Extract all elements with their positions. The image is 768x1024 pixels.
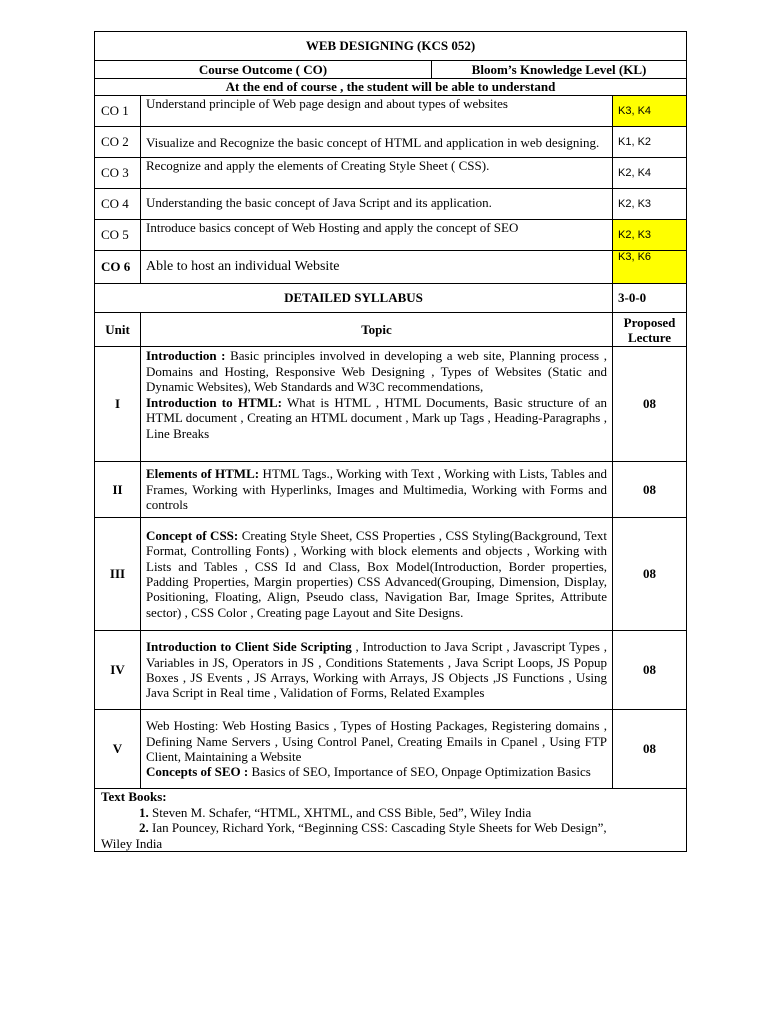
- unit-number: IV: [95, 631, 141, 710]
- outcome-code: CO 4: [95, 189, 141, 220]
- outcome-row: [95, 158, 687, 189]
- textbook-item-continuation: Wiley India: [101, 835, 163, 851]
- outcome-description: Recognize and apply the elements of Creating Style Sheet ( CSS).: [141, 158, 613, 189]
- kl-column-header: Bloom’s Knowledge Level (KL): [432, 61, 687, 79]
- topic-text: Web Hosting: Web Hosting Basics , Types of Hosting Packages, Registering domains , Defining Name Servers , Using Control Panel, Creating Emails in Cpanel , Using FTP Client, Maintaining a Website: [146, 718, 607, 764]
- outcome-kl: K2, K4: [613, 158, 687, 189]
- topic-text: , Introduction to Java Script , Javascript Types , Variables in JS, Operators in JS , Conditions Statements , Java Script Loops, JS Popup Boxes , JS Events , JS Arrays, Working with Arrays, JS Objects ,JS Functions , Using Java Script in Real time , Validation of Forms, Related Examples: [146, 639, 607, 701]
- unit-number: III: [95, 518, 141, 631]
- unit-row: [95, 710, 687, 789]
- syllabus-heading: DETAILED SYLLABUS: [95, 284, 613, 313]
- outcome-row: [95, 220, 687, 251]
- outcome-row: [95, 251, 687, 284]
- syllabus-table: [94, 31, 687, 852]
- topic-label: Concepts of SEO :: [146, 764, 249, 780]
- outcome-code: CO 6: [95, 251, 141, 284]
- outcome-kl: K3, K6: [613, 251, 687, 284]
- textbooks-row: [95, 789, 687, 852]
- outcome-row: [95, 189, 687, 220]
- unit-number: I: [95, 347, 141, 462]
- topic-label: Introduction to HTML:: [146, 394, 282, 410]
- topic-text: HTML Tags., Working with Text , Working with Lists, Tables and Frames, Working with Hyperlinks, Images and Multimedia, Working with Forms and controls: [146, 466, 608, 513]
- outcome-code: CO 1: [95, 96, 141, 127]
- outcome-kl: K1, K2: [613, 127, 687, 158]
- unit-number: II: [95, 462, 141, 518]
- topic-text: What is HTML , HTML Documents, Basic structure of an HTML document , Creating an HTML document , Mark up Tags , Heading-Paragraphs , Line Breaks: [146, 394, 607, 441]
- outcome-description: Introduce basics concept of Web Hosting and apply the concept of SEO: [141, 220, 613, 251]
- course-title: WEB DESIGNING (KCS 052): [95, 32, 687, 61]
- syllabus-ltp: 3-0-0: [613, 284, 687, 313]
- topic-label: Concept of CSS:: [146, 528, 239, 544]
- topic-label: Elements of HTML:: [146, 466, 260, 482]
- unit-row: [95, 518, 687, 631]
- textbook-item: 2. Ian Pouncey, Richard York, “Beginning CSS: Cascading Style Sheets for Web Design”,: [139, 820, 607, 835]
- textbook-item: 1. Steven M. Schafer, “HTML, XHTML, and CSS Bible, 5ed”, Wiley India: [139, 804, 532, 820]
- outcome-description: Able to host an individual Website: [141, 251, 613, 284]
- unit-row: [95, 462, 687, 518]
- topic-column-header: Topic: [141, 313, 613, 347]
- unit-topic: [141, 710, 613, 789]
- unit-topic: [141, 462, 613, 518]
- unit-lectures: 08: [613, 518, 687, 631]
- textbooks-heading: Text Books:: [101, 789, 167, 804]
- topic-label: Introduction to Client Side Scripting: [146, 639, 352, 655]
- outcome-description: Understanding the basic concept of Java Script and its application.: [141, 189, 613, 220]
- unit-lectures: 08: [613, 347, 687, 462]
- unit-lectures: 08: [613, 631, 687, 710]
- topic-text: Basic principles involved in developing a web site, Planning process , Domains and Hosting, Responsive Web Designing , Types of Websites (Static and Dynamic Websites), Web Standards and W3C recommendations,: [146, 348, 607, 394]
- unit-lectures: 08: [613, 710, 687, 789]
- outcome-kl: K3, K4: [613, 96, 687, 127]
- outcome-kl: K2, K3: [613, 189, 687, 220]
- syllabus-document: [94, 31, 686, 852]
- outcome-code: CO 2: [95, 127, 141, 158]
- outcome-column-header: Course Outcome ( CO): [95, 61, 432, 79]
- lecture-column-header: Proposed Lecture: [613, 313, 687, 347]
- unit-row: [95, 631, 687, 710]
- unit-topic: [141, 631, 613, 710]
- topic-label: Introduction :: [146, 348, 226, 363]
- unit-topic: [141, 518, 613, 631]
- outcome-intro: At the end of course , the student will be able to understand: [95, 79, 687, 96]
- outcome-row: [95, 127, 687, 158]
- unit-column-header: Unit: [95, 313, 141, 347]
- unit-topic: [141, 347, 613, 462]
- unit-number: V: [95, 710, 141, 789]
- outcome-description: Visualize and Recognize the basic concept of HTML and application in web designing.: [141, 127, 613, 158]
- unit-lectures: 08: [613, 462, 687, 518]
- outcome-code: CO 5: [95, 220, 141, 251]
- topic-text: Creating Style Sheet, CSS Properties , CSS Styling(Background, Text Format, Controlling Fonts) , Working with block elements and objects , Working with Lists and Tables , CSS Id and Class, Box Model(Introduction, Border properties, Padding Properties, Margin properties) CSS Advanced(Grouping, Dimension, Display, Positioning, Floating, Align, Pseudo class, Navigation Bar, Image Sprites, Attribute sector) , CSS Color , Creating page Layout and Site Designs.: [146, 528, 607, 620]
- topic-text: Basics of SEO, Importance of SEO, Onpage Optimization Basics: [248, 764, 591, 780]
- outcome-description: Understand principle of Web page design and about types of websites: [141, 96, 613, 127]
- unit-row: [95, 347, 687, 462]
- outcome-kl: K2, K3: [613, 220, 687, 251]
- textbooks: [95, 789, 687, 852]
- outcome-code: CO 3: [95, 158, 141, 189]
- outcome-row: [95, 96, 687, 127]
